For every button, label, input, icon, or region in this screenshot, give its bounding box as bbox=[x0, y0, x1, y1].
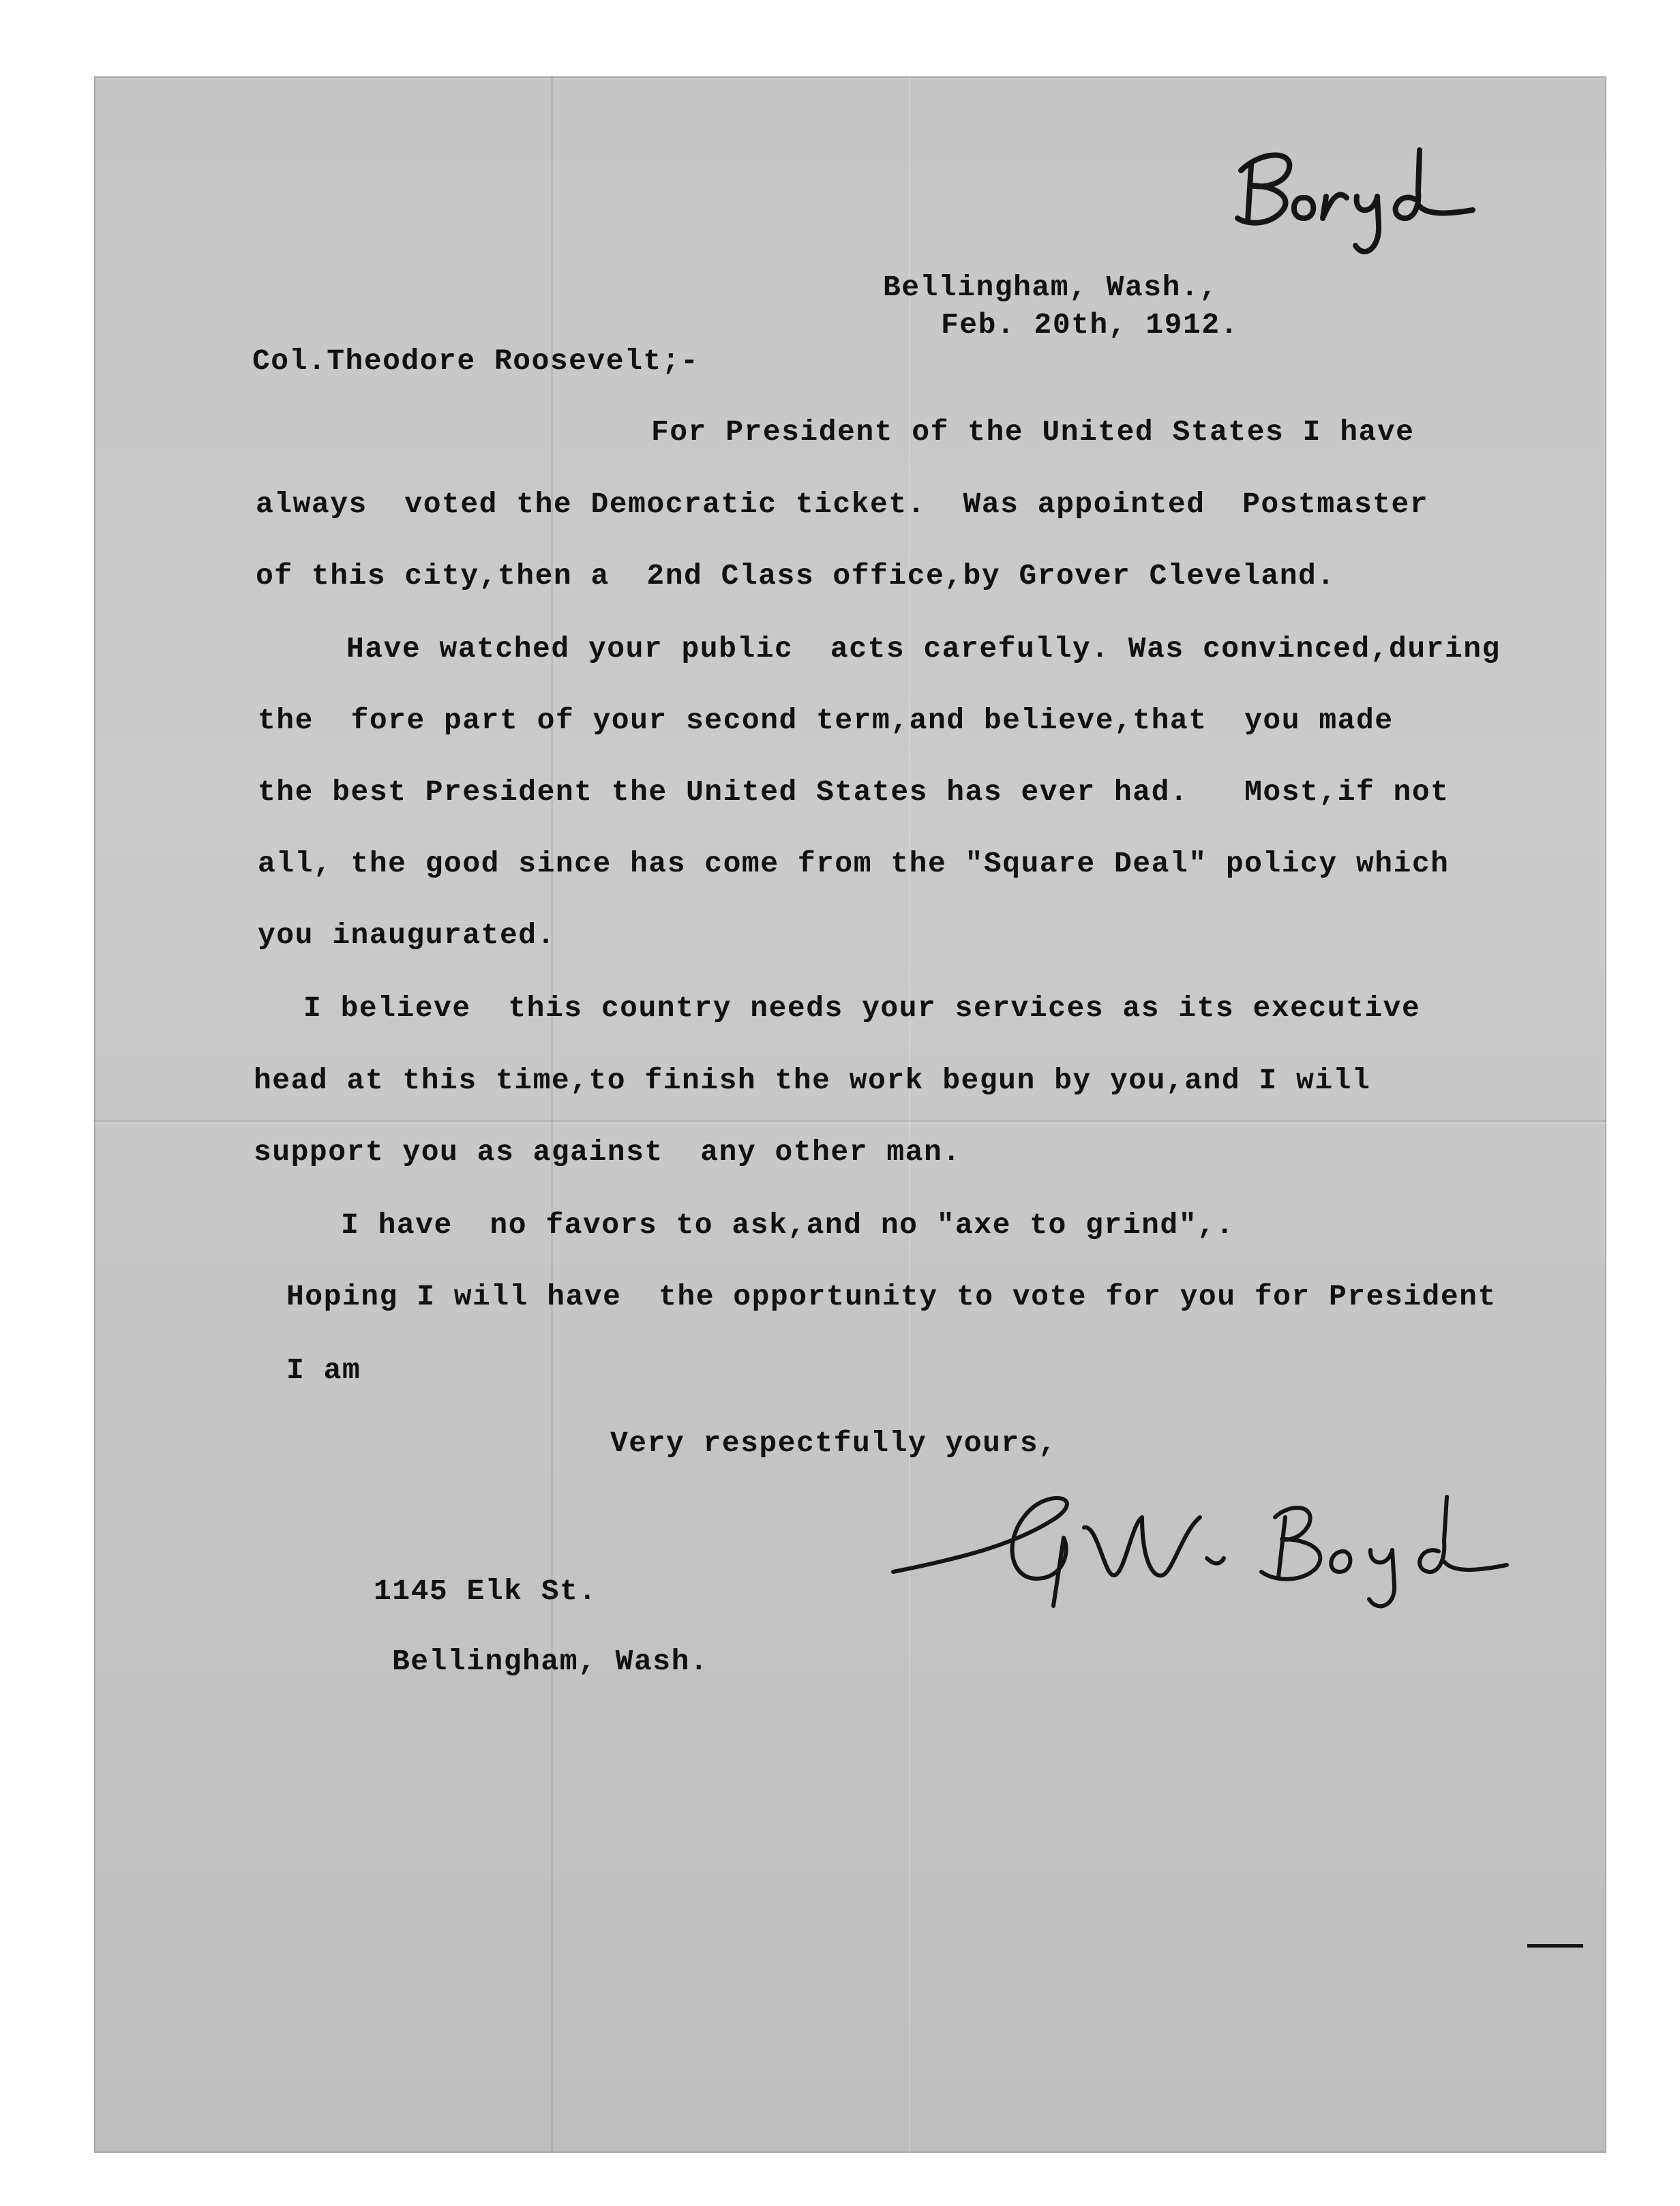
body-line-8: you inaugurated. bbox=[258, 919, 556, 952]
body-line-11: support you as against any other man. bbox=[254, 1135, 961, 1169]
body-line-4: Have watched your public acts carefully. Was convinced,during bbox=[346, 632, 1501, 666]
body-line-1: For President of the United States I have bbox=[651, 415, 1415, 449]
address-city: Bellingham, Wash. bbox=[392, 1645, 709, 1678]
fold-crease-vertical bbox=[551, 76, 553, 2153]
body-line-2: always voted the Democratic ticket. Was appointed Postmaster bbox=[256, 488, 1429, 521]
body-line-7: all, the good since has come from the "Square Deal" policy which bbox=[258, 847, 1450, 880]
signature bbox=[880, 1476, 1555, 1613]
fold-crease-vertical-highlight bbox=[909, 76, 910, 2153]
body-line-9: I believe this country needs your services as its executive bbox=[303, 992, 1421, 1025]
body-line-6: the best President the United States has ever had. Most,if not bbox=[258, 775, 1450, 809]
closing: Very respectfully yours, bbox=[610, 1427, 1058, 1460]
letter-sheet bbox=[94, 76, 1606, 2153]
handwritten-annotation bbox=[1220, 123, 1493, 273]
margin-mark bbox=[1527, 1944, 1583, 1948]
date-line: Feb. 20th, 1912. bbox=[941, 308, 1239, 342]
body-line-12: I have no favors to ask,and no "axe to grind",. bbox=[341, 1208, 1235, 1242]
body-line-10: head at this time,to finish the work begun by you,and I will bbox=[254, 1064, 1371, 1097]
address-street: 1145 Elk St. bbox=[374, 1575, 597, 1608]
body-line-13: Hoping I will have the opportunity to vote for you for President bbox=[286, 1280, 1497, 1313]
body-line-14: I am bbox=[286, 1354, 361, 1387]
fold-crease-horizontal-highlight bbox=[94, 1122, 1606, 1124]
body-line-5: the fore part of your second term,and believe,that you made bbox=[258, 704, 1394, 737]
salutation: Col.Theodore Roosevelt;- bbox=[252, 344, 700, 378]
body-line-3: of this city,then a 2nd Class office,by Grover Cleveland. bbox=[256, 559, 1336, 593]
place-header: Bellingham, Wash., bbox=[883, 271, 1218, 304]
